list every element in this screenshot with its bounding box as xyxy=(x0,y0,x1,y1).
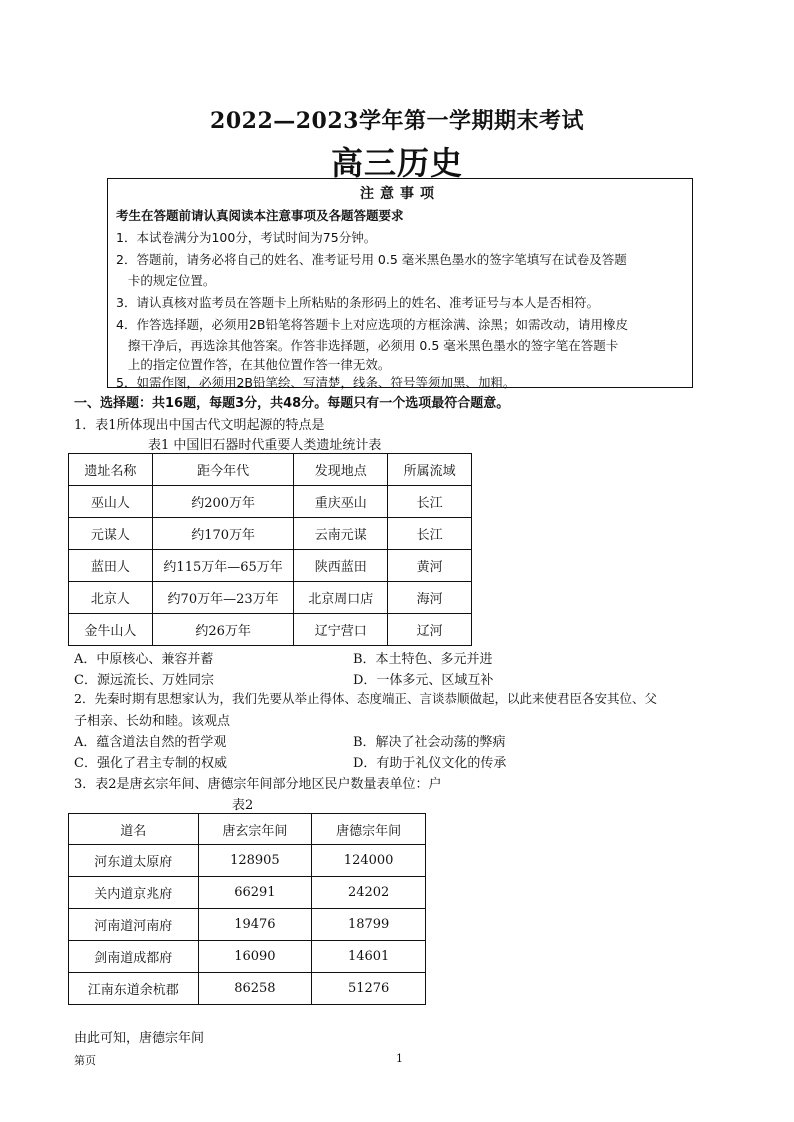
question-3-stem: 3．表2是唐玄宗年间、唐德宗年间部分地区民户数量表单位：户 xyxy=(74,777,442,792)
table-header-cell: 遗址名称 xyxy=(69,454,153,486)
option-b: B．本土特色、多元并进 xyxy=(353,652,493,667)
table-header-cell: 距今年代 xyxy=(152,454,294,486)
table-cell: 128905 xyxy=(198,845,312,877)
table-cell: 海河 xyxy=(388,582,472,614)
table-header-cell: 所属流域 xyxy=(388,454,472,486)
table-cell: 约200万年 xyxy=(152,486,294,518)
table-cell: 51276 xyxy=(312,973,426,1005)
table-row xyxy=(69,582,472,614)
question-2-stem: 2．先秦时期有思想家认为，我们先要从举止得体、态度端正、言谈恭顺做起，以此来使君臣各安其位、父 xyxy=(74,691,657,706)
section-heading: 一、选择题：共16题，每题3分，共48分。每题只有一个选项最符合题意。 xyxy=(74,396,510,411)
table-cell: 剑南道成都府 xyxy=(69,941,199,973)
notice-box xyxy=(107,178,693,388)
table-1-caption: 表1 中国旧石器时代重要人类遗址统计表 xyxy=(148,438,382,453)
subject-title: 高三历史 xyxy=(330,144,463,182)
notice-line: 3．请认真核对监考员在答题卡上所粘贴的条形码上的姓名、准考证号与本人是否相符。 xyxy=(116,295,599,310)
table-header-cell: 道名 xyxy=(69,814,199,845)
notice-line: 2．答题前，请务必将自己的姓名、准考证号用 0.5 毫米黑色墨水的签字笔填写在试卷及答题 xyxy=(116,252,627,267)
option-a: A．蕴含道法自然的哲学观 xyxy=(74,735,227,750)
table-cell: 河东道太原府 xyxy=(69,845,199,877)
table-cell: 陕西蓝田 xyxy=(294,550,388,582)
option-d: D．有助于礼仪文化的传承 xyxy=(353,756,507,771)
table-cell: 云南元谋 xyxy=(294,518,388,550)
table-cell: 18799 xyxy=(312,909,426,941)
question-3-tail: 由此可知，唐德宗年间 xyxy=(74,1031,205,1046)
table-cell: 长江 xyxy=(388,518,472,550)
question-1-stem: 1．表1所体现出中国古代文明起源的特点是 xyxy=(74,418,325,433)
notice-intro: 考生在答题前请认真阅读本注意事项及各题答题要求 xyxy=(116,208,404,223)
table-row xyxy=(69,614,472,646)
table-row xyxy=(69,941,426,973)
table-header-cell: 唐玄宗年间 xyxy=(198,814,312,845)
table-2 xyxy=(68,813,426,1005)
table-cell: 关内道京兆府 xyxy=(69,877,199,909)
option-d: D．一体多元、区域互补 xyxy=(353,673,494,688)
table-cell: 86258 xyxy=(198,973,312,1005)
table-cell: 蓝田人 xyxy=(69,550,153,582)
table-header-cell: 发现地点 xyxy=(294,454,388,486)
table-cell: 16090 xyxy=(198,941,312,973)
footer-page-number: 1 xyxy=(396,1052,403,1065)
notice-line: 4．作答选择题，必须用2B铅笔将答题卡上对应选项的方框涂满、涂黑；如需改动，请用橡皮 xyxy=(116,317,628,332)
table-cell: 北京人 xyxy=(69,582,153,614)
table-row xyxy=(69,845,426,877)
table-cell: 辽宁营口 xyxy=(294,614,388,646)
table-cell: 约26万年 xyxy=(152,614,294,646)
table-cell: 长江 xyxy=(388,486,472,518)
table-cell: 19476 xyxy=(198,909,312,941)
option-a: A．中原核心、兼容并蓄 xyxy=(74,652,214,667)
table-row xyxy=(69,518,472,550)
notice-title: 注意事项 xyxy=(360,186,440,202)
exam-title: 2022—2023学年第一学期期末考试 xyxy=(210,108,584,134)
table-row xyxy=(69,909,426,941)
notice-line: 卡的规定位置。 xyxy=(116,273,216,288)
option-c: C．强化了君主专制的权威 xyxy=(74,756,227,771)
table-cell: 约70万年—23万年 xyxy=(152,582,294,614)
table-header-cell: 唐德宗年间 xyxy=(312,814,426,845)
notice-line: 1．本试卷满分为100分，考试时间为75分钟。 xyxy=(116,230,377,245)
question-2-stem-cont: 子相亲、长幼和睦。该观点 xyxy=(74,714,231,729)
table-row xyxy=(69,973,426,1005)
table-cell: 金牛山人 xyxy=(69,614,153,646)
table-2-caption: 表2 xyxy=(232,798,254,813)
table-cell: 24202 xyxy=(312,877,426,909)
table-row xyxy=(69,550,472,582)
table-cell: 124000 xyxy=(312,845,426,877)
table-cell: 约170万年 xyxy=(152,518,294,550)
table-cell: 辽河 xyxy=(388,614,472,646)
table-cell: 江南东道余杭郡 xyxy=(69,973,199,1005)
notice-line: 擦干净后，再选涂其他答案。作答非选择题，必须用 0.5 毫米黑色墨水的签字笔在答题卡 xyxy=(116,338,619,353)
footer-page-label: 第页 xyxy=(74,1054,96,1067)
option-b: B．解决了社会动荡的弊病 xyxy=(353,735,506,750)
table-cell: 14601 xyxy=(312,941,426,973)
table-cell: 河南道河南府 xyxy=(69,909,199,941)
table-row xyxy=(69,486,472,518)
table-1 xyxy=(68,453,472,646)
table-cell: 重庆巫山 xyxy=(294,486,388,518)
table-row xyxy=(69,877,426,909)
option-c: C．源远流长、万姓同宗 xyxy=(74,673,214,688)
table-cell: 北京周口店 xyxy=(294,582,388,614)
table-cell: 元谋人 xyxy=(69,518,153,550)
notice-line: 上的指定位置作答，在其他位置作答一律无效。 xyxy=(116,357,391,372)
notice-line: 5．如需作图，必须用2B铅笔绘、写清楚，线条、符号等须加黑、加粗。 xyxy=(116,375,516,390)
table-cell: 约115万年—65万年 xyxy=(152,550,294,582)
table-cell: 黄河 xyxy=(388,550,472,582)
table-cell: 巫山人 xyxy=(69,486,153,518)
table-cell: 66291 xyxy=(198,877,312,909)
